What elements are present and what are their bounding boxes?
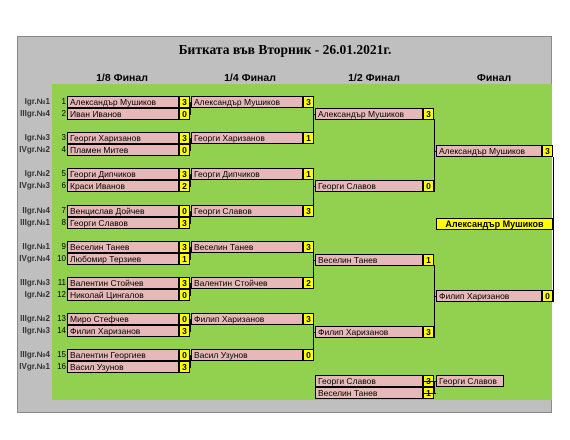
r16-player-name: Венцислав Дойчев [67,205,179,217]
r16-player-score: 3 [179,241,190,253]
r16-player-name: Любомир Терзиев [67,253,179,265]
r16-player-score: 3 [179,96,190,108]
group-label: IIgr.№3 [22,326,50,336]
third-place-player-name: Георги Славов [315,375,423,387]
group-label: IIIgr.№1 [20,217,50,227]
group-label: IIIgr.№2 [20,314,50,324]
qf-player-name: Георги Дипчиков [191,168,303,180]
seed-number: 10 [57,253,66,263]
seed-number: 1 [61,97,66,106]
group-label: IIgr.№1 [22,241,50,251]
seed-number: 13 [57,314,66,324]
qf-player-score: 3 [303,205,314,217]
r16-player-score: 3 [179,168,190,180]
bracket-connector-line [313,252,314,289]
r16-player-score: 3 [179,277,190,289]
bracket-connector-line [434,151,436,152]
seed-number: 5 [61,169,66,179]
final-player-name: Филип Харизанов [436,290,542,302]
qf-player-score: 3 [303,96,314,108]
seed-number: 2 [61,109,66,118]
qf-player-name: Веселин Танев [191,241,303,253]
bracket-connector-line [190,186,191,187]
bracket-connector-line [190,367,191,368]
r16-player-name: Николай Цингалов [67,289,179,301]
group-label: IIIgr.№4 [20,109,50,118]
group-label: IVgr.№3 [19,181,50,191]
round-header-qf: 1/4 Финал [224,72,276,84]
group-label: Igr.№1 [24,97,50,106]
qf-player-score: 2 [303,277,314,289]
group-label: IIIgr.№3 [20,278,50,287]
qf-player-name: Васил Узунов [191,349,303,361]
bracket-connector-line [313,332,315,333]
r16-player-name: Георги Харизанов [67,132,179,144]
r16-player-score: 0 [179,108,190,120]
bracket-connector-line [313,179,314,216]
bracket-connector-line [423,119,434,120]
bracket-connector-line [442,156,553,157]
qf-player-name: Георги Славов [191,205,303,217]
bracket-connector-line [423,265,434,266]
qf-player-score: 1 [303,168,314,180]
bracket-connector-line [190,295,191,296]
bracket-connector-line [190,114,191,115]
group-label: IIIgr.№4 [20,350,50,360]
seed-number: 8 [61,217,66,227]
champion-name: Александър Мушиков [436,218,553,230]
seed-number: 12 [57,290,66,299]
r16-player-name: Александър Мушиков [67,96,179,108]
r16-player-name: Пламен Митев [67,144,179,156]
qf-player-name: Валентин Стойчев [191,277,303,289]
r16-player-score: 0 [179,313,190,325]
bracket-connector-line [423,191,434,192]
final-player-score: 3 [542,145,553,157]
r16-player-name: Валентин Георгиев [67,349,179,361]
bracket-connector-line [190,331,191,332]
group-label: Igr.№2 [24,169,50,179]
sf-player-name: Георги Славов [315,180,423,192]
seed-number: 7 [61,205,66,215]
qf-player-score: 3 [303,241,314,253]
bracket-connector-line [190,150,191,151]
bracket-connector-line [434,381,435,394]
group-label: IIgr.№4 [22,205,50,215]
round-header-sf: 1/2 Финал [348,72,400,84]
sf-player-score: 0 [423,180,434,192]
sf-player-score: 3 [423,326,434,338]
r16-player-score: 1 [179,253,190,265]
r16-player-name: Веселин Танев [67,241,179,253]
group-label: IVgr.№4 [19,253,50,263]
group-label: IVgr.№2 [19,145,50,155]
bracket-connector-line [442,301,553,302]
final-player-score: 0 [542,290,553,302]
page-title: Битката във Вторник - 26.01.2021г. [178,42,392,57]
bracket-connector-line [313,260,315,261]
sf-player-name: Александър Мушиков [315,108,423,120]
sf-player-name: Веселин Танев [315,254,423,266]
bracket-connector-line [423,337,434,338]
group-label: IVgr.№1 [19,362,50,372]
r16-player-score: 0 [179,205,190,217]
r16-player-score: 0 [179,289,190,301]
r16-player-score: 3 [179,361,190,373]
qf-player-name: Филип Харизанов [191,313,303,325]
r16-player-name: Васил Узунов [67,361,179,373]
r16-player-score: 3 [179,325,190,337]
third-place-winner: Георги Славов [436,375,504,387]
seed-number: 6 [61,181,66,191]
qf-player-name: Георги Харизанов [191,132,303,144]
bracket-connector-line [190,223,191,224]
qf-player-name: Александър Мушиков [191,96,303,108]
r16-player-score: 3 [179,217,190,229]
seed-number: 11 [57,278,66,287]
r16-player-name: Георги Славов [67,217,179,229]
round-header-r16: 1/8 Финал [96,72,148,84]
r16-player-name: Филип Харизанов [67,325,179,337]
bracket-connector-line [313,107,314,144]
sf-player-score: 1 [423,254,434,266]
sf-player-name: Филип Харизанов [315,326,423,338]
final-player-name: Александър Мушиков [436,145,542,157]
r16-player-score: 0 [179,144,190,156]
bracket-connector-line [313,186,315,187]
qf-player-score: 3 [303,313,314,325]
r16-player-score: 2 [179,180,190,192]
qf-player-score: 1 [303,132,314,144]
seed-number: 14 [57,326,66,336]
seed-number: 4 [61,145,66,155]
bracket-connector-line [313,324,314,361]
seed-number: 9 [61,241,66,251]
bracket-connector-line [434,265,435,338]
qf-player-score: 0 [303,349,314,361]
bracket-connector-line [553,157,554,302]
seed-number: 3 [61,133,66,143]
r16-player-score: 0 [179,349,190,361]
bracket-connector-line [190,259,191,260]
third-place-player-name: Веселин Танев [315,387,423,399]
r16-player-score: 3 [179,132,190,144]
bracket-connector-line [434,296,436,297]
group-label: Igr.№2 [24,290,50,299]
r16-player-name: Краси Иванов [67,180,179,192]
r16-player-name: Валентин Стойчев [67,277,179,289]
r16-player-name: Миро Стефчев [67,313,179,325]
group-label: Igr.№3 [24,133,50,143]
seed-number: 15 [57,350,66,360]
bracket-connector-line [313,114,315,115]
r16-player-name: Георги Дипчиков [67,168,179,180]
bracket-connector-line [434,119,435,192]
sf-player-score: 3 [423,108,434,120]
r16-player-name: Иван Иванов [67,108,179,120]
seed-number: 16 [57,362,66,372]
round-header-final: Финал [476,72,512,84]
